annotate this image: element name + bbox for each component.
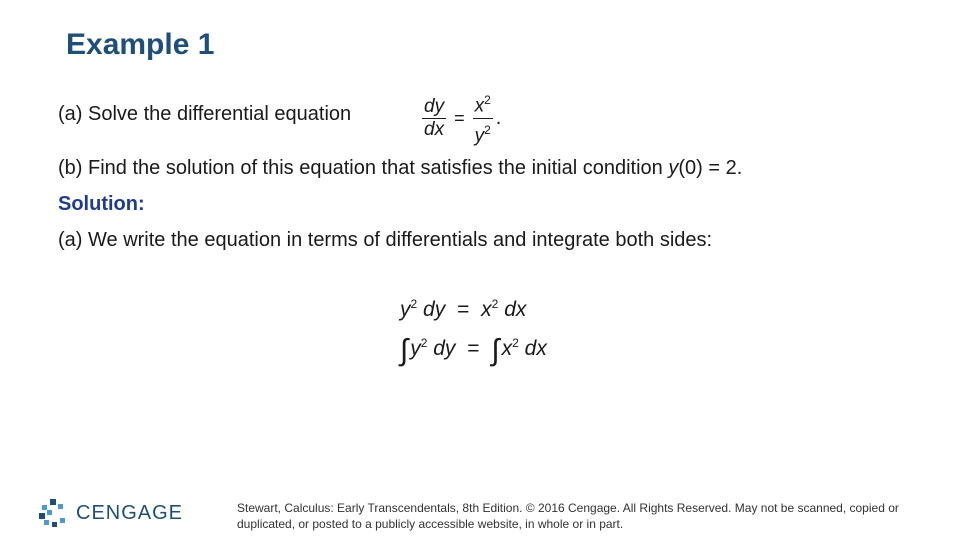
part-b-variable: y [668,157,679,179]
differential-equation-fraction [422,92,501,144]
eq2-lhs-exponent: 2 [420,336,428,350]
rhs-numerator [473,89,493,118]
part-b-text [58,157,742,180]
eq2-lhs-base: y [410,337,421,360]
cengage-logo-icon [38,498,68,528]
eq2-rhs-exponent: 2 [512,336,519,350]
copyright-notice: Stewart, Calculus: Early Transcendentals, 8th Edition. © 2016 Cengage. All Rights Reserved. May not be scanned, copied or duplicated, or posted to a publicly accessible website, in whole or in part. [237,501,899,531]
cengage-logo-text: CENGAGE [76,501,184,524]
rhs-denominator-base: y [474,124,485,146]
equals-sign: = [454,107,465,128]
differentials-equation [400,297,526,322]
solution-label: Solution: [58,193,145,215]
eq1-rhs-diff: dx [504,298,527,321]
rhs-numerator-exponent: 2 [484,93,491,108]
eq1-rhs-base: x [481,298,492,321]
lhs-fraction [422,96,446,141]
cengage-logo [38,498,183,528]
part-a-text: (a) Solve the differential equation [58,103,352,125]
part-b-suffix: (0) = 2. [678,157,743,179]
eq2-rhs-integral-sign: ∫ [491,334,500,367]
slide-title: Example 1 [66,28,215,61]
eq1-rhs-exponent: 2 [491,297,499,311]
eq2-rhs-base: x [501,337,513,360]
part-b-prefix: (b) Find the solution of this equation that satisfies the initial condition [58,157,669,179]
eq2-equals: = [467,337,480,360]
lhs-denominator: dx [424,118,445,140]
eq2-rhs-diff: dx [524,337,547,360]
part-c-text: (a) We write the equation in terms of differentials and integrate both sides: [58,229,713,251]
rhs-numerator-base: x [474,95,485,117]
eq1-equals: = [457,298,470,321]
eq2-lhs-integral-sign: ∫ [400,334,409,367]
rhs-fraction [473,89,493,147]
lhs-numerator: dy [424,95,445,117]
rhs-denominator-exponent: 2 [484,122,491,137]
integral-equation [400,334,547,368]
eq1-lhs-diff: dy [423,298,446,321]
rhs-denominator [473,119,493,147]
eq1-lhs-base: y [400,298,411,321]
eq1-lhs-exponent: 2 [410,297,418,311]
fraction-period: . [495,106,502,129]
eq2-lhs-diff: dy [433,337,456,360]
